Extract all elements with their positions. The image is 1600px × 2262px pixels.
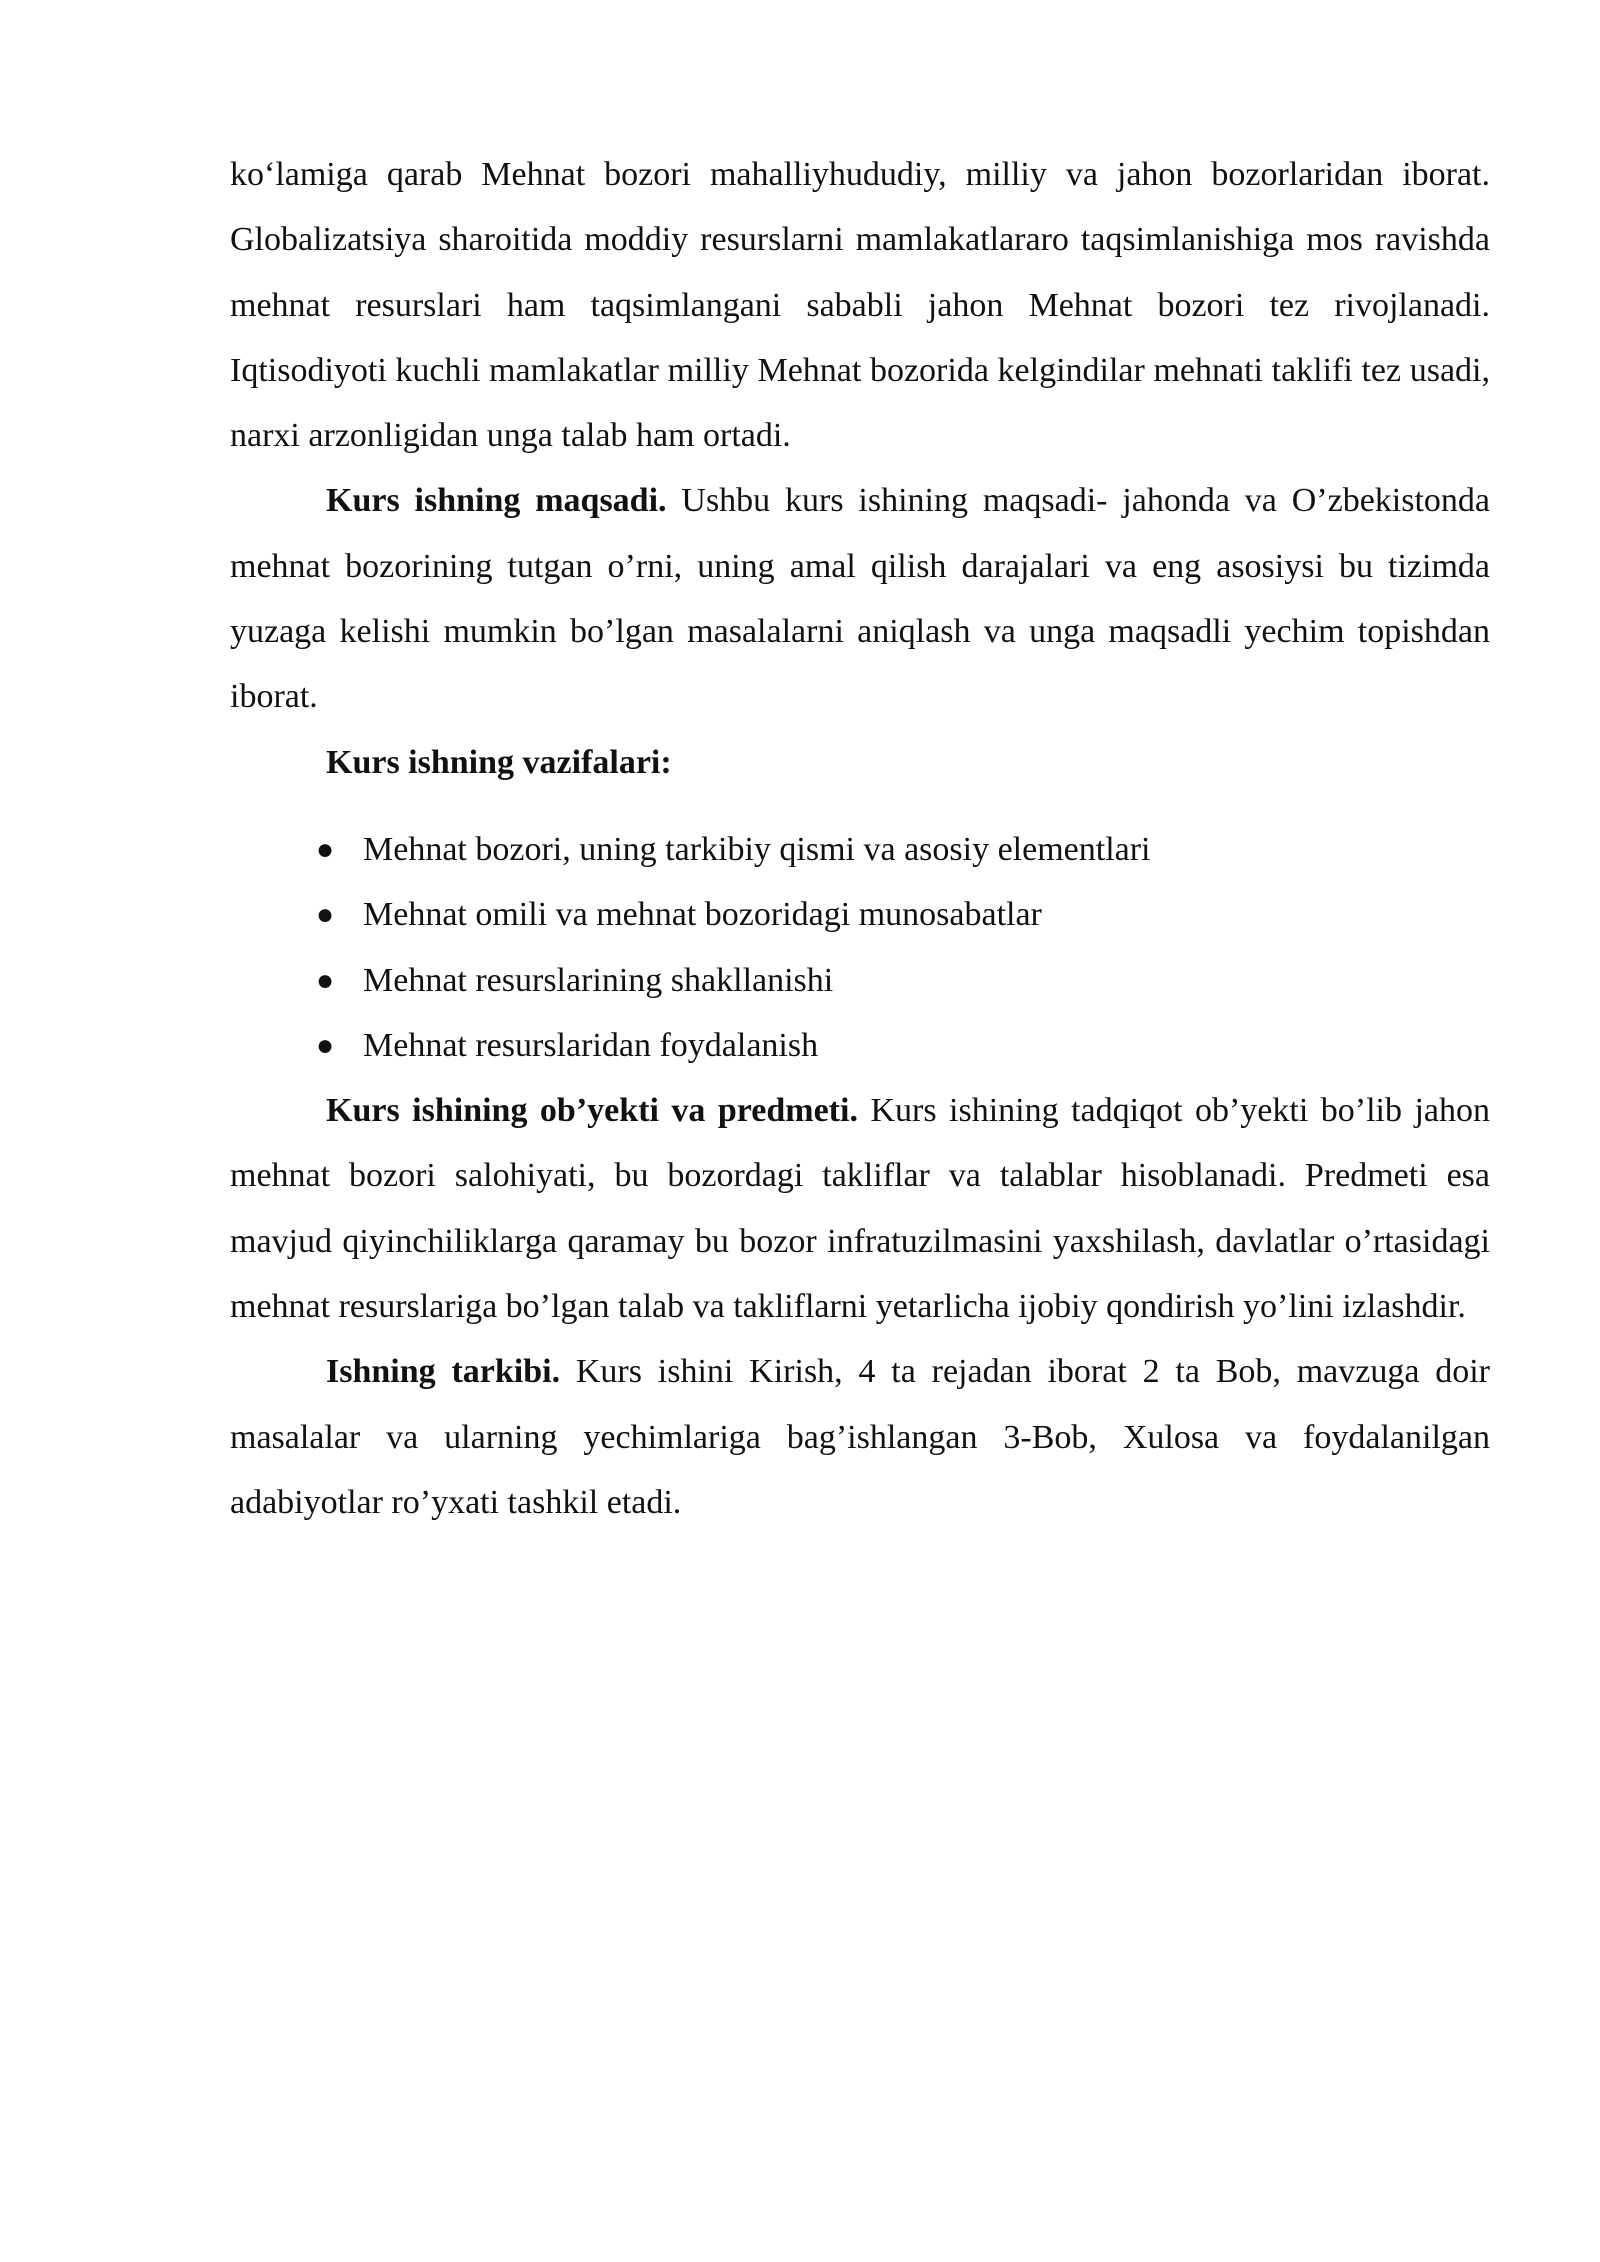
structure-paragraph: [230, 1339, 1490, 1535]
goal-heading: Kurs ishning maqsadi.: [326, 482, 667, 520]
spacer: [230, 795, 1490, 817]
object-subject-text: Kurs ishining tadqiqot ob’yekti bo’lib jahon mehnat bozori salohiyati, bu bozordagi takliflar va talablar hisoblanadi. Predmeti esa mavjud qiyinchiliklarga qaramay bu bozor infratuzilmasini yaxshilash, davlatlar o’rtasidagi mehnat resurslariga bo’lgan talab va takliflarni yetarlicha ijobiy qondirish yo’lini izlashdir.: [230, 1092, 1491, 1326]
goal-text: Ushbu kurs ishining maqsadi- jahonda va O’zbekistonda mehnat bozorining tutgan o’rni, uning amal qilish darajalari va eng asosiysi bu tizimda yuzaga kelishi mumkin bo’lgan masalalarni aniqlash va unga maqsadli yechim topishdan iborat.: [230, 482, 1490, 716]
bullet-icon: ●: [316, 898, 335, 932]
object-subject-paragraph: [230, 1078, 1490, 1339]
intro-paragraph: ko‘lamiga qarab Mehnat bozori mahalliyhududiy, milliy va jahon bozorlaridan iborat. Globalizatsiya sharoitida moddiy resurslarni mamlakatlararo taqsimlanishiga mos ravishda mehnat resurslari ham taqsimlangani sababli jahon Mehnat bozori tez rivojlanadi. Iqtisodiyoti kuchli mamlakatlar milliy Mehnat bozorida kelgindilar mehnati taklifi tez usadi, narxi arzonligidan unga talab ham ortadi.: [230, 156, 1490, 455]
object-subject-heading: Kurs ishining ob’yekti va predmeti.: [326, 1092, 858, 1130]
goal-paragraph: [230, 468, 1490, 729]
list-item: [316, 882, 1490, 947]
list-item-text: Mehnat resurslaridan foydalanish: [363, 1026, 819, 1064]
bullet-icon: ●: [316, 963, 335, 997]
bullet-icon: ●: [316, 1028, 335, 1062]
document-body: [230, 142, 1490, 1535]
list-item: [316, 817, 1490, 882]
bullet-icon: ●: [316, 832, 335, 866]
list-item: [316, 948, 1490, 1013]
structure-text: Kurs ishini Kirish, 4 ta rejadan iborat 2 ta Bob, mavzuga doir masalalar va ularning yechimlariga bag’ishlangan 3-Bob, Xulosa va foydalanilgan adabiyotlar ro’yxati tashkil etadi.: [230, 1353, 1491, 1521]
list-item: [316, 1013, 1490, 1078]
list-item-text: Mehnat omili va mehnat bozoridagi munosabatlar: [363, 896, 1042, 934]
tasks-heading: Kurs ishning vazifalari:: [326, 743, 672, 781]
structure-heading: Ishning tarkibi.: [326, 1353, 561, 1391]
tasks-list: [230, 817, 1490, 1078]
list-item-text: Mehnat resurslarining shakllanishi: [363, 961, 834, 999]
list-item-text: Mehnat bozori, uning tarkibiy qismi va asosiy elementlari: [363, 830, 1151, 868]
